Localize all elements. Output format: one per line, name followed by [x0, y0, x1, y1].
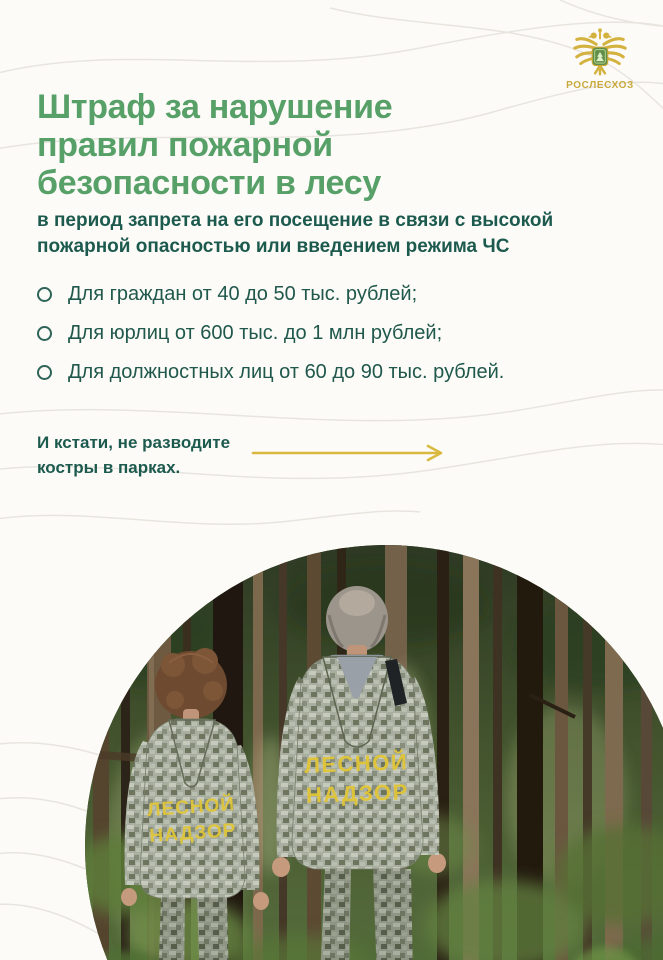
- svg-text:ЛЕСНОЙ: ЛЕСНОЙ: [146, 793, 236, 822]
- title-line-2: правил пожарной: [37, 126, 333, 164]
- fine-citizens: Для граждан от 40 до 50 тыс. рублей;: [68, 282, 418, 305]
- title-line-1: Штраф за нарушение: [37, 88, 393, 126]
- arrow-right-icon: [250, 443, 448, 463]
- fine-officials: Для должностных лиц от 60 до 90 тыс. рублей.: [68, 360, 505, 383]
- svg-text:ЛЕСНОЙ: ЛЕСНОЙ: [304, 749, 409, 778]
- list-item: [37, 361, 504, 383]
- page-title: [37, 88, 392, 202]
- bullet-circle-icon: [37, 326, 52, 341]
- subtitle: [37, 208, 553, 260]
- campfire-note: [37, 430, 230, 480]
- subtitle-line-1: в период запрета на его посещение в связи с высокой: [37, 210, 554, 231]
- subtitle-line-2: пожарной опасностью или введением режима ЧС: [37, 236, 510, 257]
- bullet-circle-icon: [37, 287, 52, 302]
- bullet-circle-icon: [37, 365, 52, 380]
- list-item: [37, 322, 504, 344]
- forest-patrol-photo: [85, 545, 663, 960]
- note-line-2: костры в парках.: [37, 458, 181, 477]
- svg-text:НАДЗОР: НАДЗОР: [305, 779, 410, 808]
- double-headed-eagle-icon: [571, 26, 629, 78]
- svg-text:НАДЗОР: НАДЗОР: [148, 819, 238, 847]
- agency-logo: [557, 26, 643, 91]
- title-line-3: безопасности в лесу: [37, 164, 381, 202]
- note-line-1: И кстати, не разводите: [37, 433, 231, 452]
- list-item: [37, 283, 504, 305]
- agency-name: РОСЛЕСХОЗ: [566, 80, 634, 91]
- fines-list: [37, 283, 504, 400]
- fine-legal-entities: Для юрлиц от 600 тыс. до 1 млн рублей;: [68, 321, 443, 344]
